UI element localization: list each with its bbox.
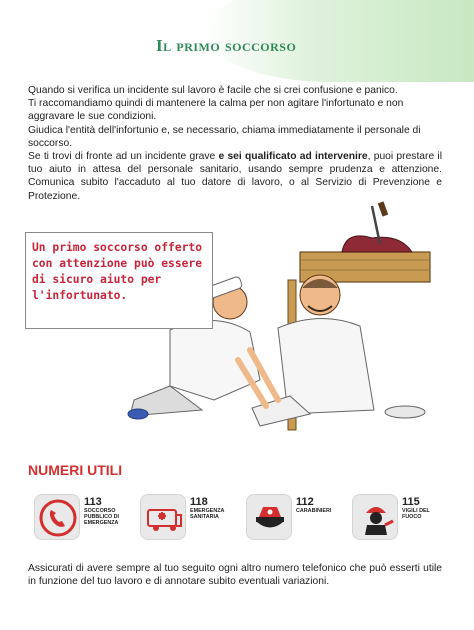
emergency-number: 112 [296,496,314,508]
callout-text: Un primo soccorso offerto con attenzione può essere di sicuro aiuto per l'infortunato. [32,241,203,302]
emergency-label: VIGILI DEL FUOCO [402,508,430,521]
intro-paragraph: Ti raccomandiamo quindi di mantenere la calma per non agitare l'infortunato e non aggravare le sue condizioni. [28,98,404,123]
page-title: Il primo soccorso [156,36,297,55]
emergency-number-115 [352,494,448,546]
intro-text [28,84,442,203]
intro-paragraph [28,150,442,203]
emergency-number-118 [140,494,236,546]
intro-paragraph: Quando si verifica un incidente sul lavoro è facile che si crei confusione e panico. [28,85,398,96]
phone-icon [34,494,80,540]
carabinieri-hat-icon [246,494,292,540]
emergency-number: 115 [402,496,420,508]
emergency-number: 118 [190,496,208,508]
emergency-label: CARABINIERI [296,508,332,514]
intro-paragraph: Giudica l'entità dell'infortunio e, se necessario, chiama immediatamente il personale di soccorso. [28,124,421,149]
intro-text-segment: , puoi prestare il tuo aiuto in attesa del personale sanitario, usando sempre prudenza e attenzione. Comunica subito l'accaduto al tuo datore di lavoro, o al Servizio di Prevenzione e Protezione. [28,151,442,202]
section-title-numbers: NUMERI UTILI [28,462,123,478]
ambulance-icon [140,494,186,540]
emergency-label: SOCCORSO PUBBLICO DI EMERGENZA [84,508,120,527]
emergency-label: EMERGENZA SANITARIA [190,508,225,521]
footer-note: Assicurati di avere sempre al tuo seguito ogni altro numero telefonico che può esserti utile in funzione del tuo lavoro e di annotare subito eventuali variazioni. [28,563,442,587]
intro-text-segment: Se ti trovi di fronte ad un incidente grave [28,151,219,163]
emergency-number-113 [34,494,130,546]
emergency-number-112 [246,494,342,546]
emergency-number: 113 [84,496,102,508]
intro-bold-segment: e sei qualificato ad intervenire [218,151,368,163]
firefighter-icon [352,494,398,540]
callout-box [25,232,213,329]
